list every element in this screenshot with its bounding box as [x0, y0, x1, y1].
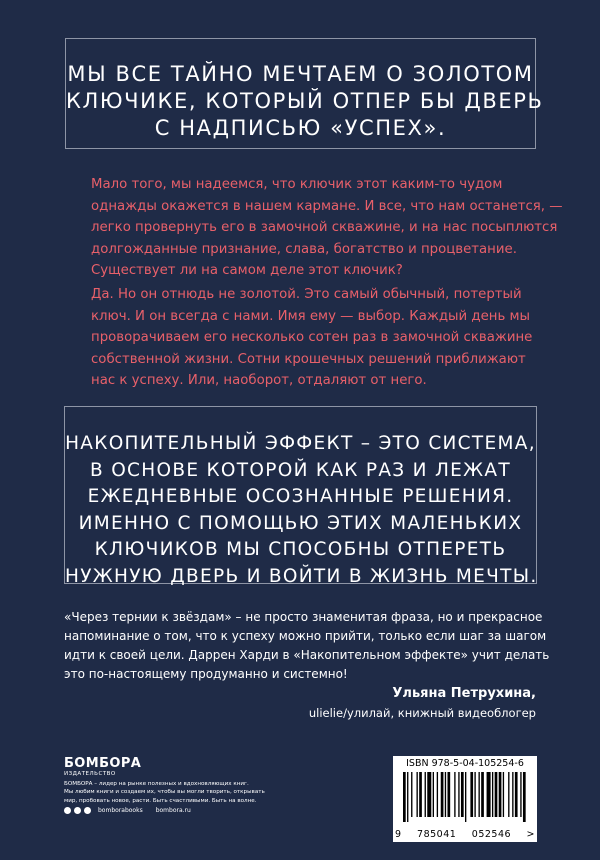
- publisher-line: БОМБОРА – лидер на рынке полезных и вдохновляющих книг.: [64, 781, 249, 787]
- barcode-digit-group1: 785041: [417, 829, 457, 840]
- barcode-bar: [515, 772, 518, 817]
- isbn-barcode-block: [393, 756, 537, 842]
- barcode-bar: [419, 772, 422, 817]
- barcode-bar: [441, 772, 444, 817]
- site-link[interactable]: bombora.ru: [155, 807, 191, 814]
- barcode-bar: [481, 772, 484, 817]
- concept-line: ЕЖЕДНЕВНЫЕ ОСОЗНАННЫЕ РЕШЕНИЯ.: [87, 486, 514, 507]
- barcode-bar: [487, 772, 491, 817]
- answer-line: собственной жизни. Сотни крошечных решений приближают: [91, 351, 526, 367]
- quote-line: это по-настоящему продуманно и системно!: [64, 667, 348, 681]
- barcode-digits: [395, 829, 535, 840]
- barcode-bar: [433, 772, 434, 817]
- barcode-bar: [454, 772, 455, 817]
- concept-line: В ОСНОВЕ КОТОРОЙ КАК РАЗ И ЛЕЖАТ: [90, 459, 511, 481]
- headline-line: КЛЮЧИКЕ, КОТОРЫЙ ОТПЕР БЫ ДВЕРЬ: [66, 89, 544, 113]
- barcode-bar: [403, 772, 406, 822]
- barcode-bar: [465, 772, 466, 822]
- barcode-bar: [461, 772, 464, 817]
- quote-author: [309, 684, 536, 722]
- barcode-bar: [508, 772, 509, 817]
- barcode-bar: [523, 772, 526, 822]
- intro-line: долгожданные признание, слава, богатство и процветание.: [91, 241, 517, 257]
- answer-line: нас к успеху. Или, наоборот, отдаляют от него.: [91, 373, 427, 388]
- headline-line: С НАДПИСЬЮ «УСПЕХ».: [154, 116, 447, 140]
- author-name: Ульяна Петрухина,: [392, 686, 536, 701]
- barcode-bar: [445, 772, 446, 817]
- barcode-bar: [425, 772, 426, 817]
- barcode-bar: [474, 772, 475, 817]
- barcode-bar: [416, 772, 417, 817]
- headline-line: МЫ ВСЕ ТАЙНО МЕЧТАЕМ О ЗОЛОТОМ: [67, 62, 534, 86]
- social-handle[interactable]: bomborabooks: [98, 807, 143, 814]
- answer-line: ключ. И он всегда с нами. Имя ему — выбор. Каждый день мы: [91, 308, 531, 324]
- intro-line: Мало того, мы надеемся, что ключик этот каким-то чудом: [91, 177, 503, 192]
- quote-line: напоминание о том, что к успеху можно прийти, только если шаг за шагом: [64, 629, 547, 643]
- publisher-logo: [64, 757, 141, 778]
- publisher-subtitle: ИЗДАТЕЛЬСТВО: [64, 771, 116, 777]
- barcode-bar: [411, 772, 412, 817]
- barcode-bar: [495, 772, 498, 817]
- intro-line: однажды окажется в нашем кармане. И все, что нам останется, —: [91, 198, 563, 214]
- answer-line: проворачиваем его несколько сотен раз в замочной скважине: [91, 330, 533, 345]
- barcode-digit-group2: 052546: [471, 829, 512, 840]
- barcode-bar: [458, 772, 459, 817]
- answer-paragraph: [91, 284, 561, 392]
- barcode-bar: [492, 772, 493, 817]
- vk-icon[interactable]: [74, 807, 81, 814]
- facebook-icon[interactable]: [64, 807, 71, 814]
- publisher-description: [64, 780, 314, 805]
- social-links: [64, 807, 191, 814]
- intro-line: легко провернуть его в замочной скважине, и на нас посыплются: [91, 220, 558, 235]
- instagram-icon[interactable]: [84, 807, 91, 814]
- barcode-bar: [470, 772, 473, 817]
- publisher-line: Мы любим книги и создаем их, чтобы вы могли творить, открывать: [64, 789, 265, 796]
- barcode-bar: [427, 772, 431, 817]
- publisher-line: мир, пробовать новое, расти. Быть счастливыми. Быть на волне.: [64, 797, 257, 804]
- barcode-bar: [503, 772, 504, 817]
- author-role: ulielie/улилай, книжный видеоблогер: [308, 706, 536, 720]
- barcode-bar: [520, 772, 521, 817]
- barcode-bar: [512, 772, 513, 817]
- barcode-bar: [407, 772, 408, 822]
- barcode-bar: [478, 772, 479, 817]
- barcode-bar: [437, 772, 438, 817]
- concept-line: НАКОПИТЕЛЬНЫЙ ЭФФЕКТ – ЭТО СИСТЕМА,: [65, 433, 536, 454]
- publisher-name: БОМБОРА: [64, 756, 142, 771]
- barcode-graphic: [401, 772, 529, 830]
- quote-line: «Через тернии к звёздам» – не просто знаменитая фраза, но и прекрасное: [64, 610, 543, 624]
- review-quote: [64, 608, 550, 684]
- concept-line: КЛЮЧИКОВ МЫ СПОСОБНЫ ОТПЕРЕТЬ: [94, 539, 507, 560]
- concept-line: НУЖНУЮ ДВЕРЬ И ВОЙТИ В ЖИЗНЬ МЕЧТЫ.: [65, 565, 538, 587]
- isbn-label: ISBN 978-5-04-105254-6: [406, 758, 524, 769]
- intro-line: Существует ли на самом деле этот ключик?: [91, 263, 403, 278]
- headline-box: [65, 38, 544, 149]
- barcode-digit-first: 9: [395, 829, 402, 840]
- answer-line: Да. Но он отнюдь не золотой. Это самый обычный, потертый: [91, 287, 522, 302]
- barcode-bar: [447, 772, 450, 817]
- concept-box: [64, 406, 538, 587]
- intro-paragraph: [91, 174, 561, 282]
- barcode-bar: [499, 772, 502, 817]
- quote-line: идти к своей цели. Даррен Харди в «Накопительном эффекте» учит делать: [64, 648, 550, 662]
- concept-line: ИМЕННО С ПОМОЩЬЮ ЭТИХ МАЛЕНЬКИХ: [78, 512, 523, 534]
- barcode-digit-end: >: [526, 829, 535, 840]
